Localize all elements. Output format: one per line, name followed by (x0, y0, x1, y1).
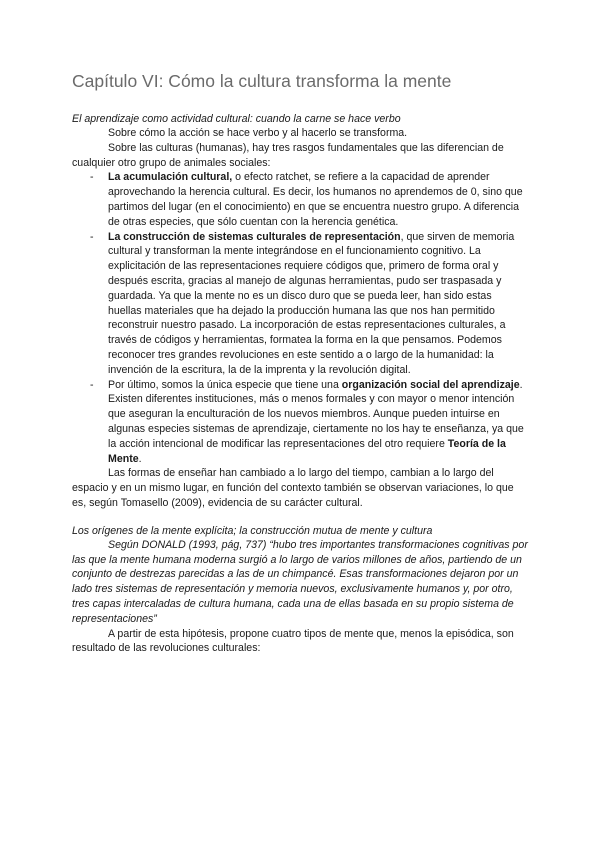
section-heading-origenes: Los orígenes de la mente explícita; la construcción mutua de mente y cultura (72, 524, 433, 537)
bold-term-teoria: Teoría de la Mente (108, 437, 506, 465)
bullet-text: o efecto ratchet, se refiere a la capacidad de aprender aprovechando la herencia cultural. Es decir, los humanos no aprendemos de 0, sino que partimos del lugar (en el conocimiento) en que se encuentra nuestro grupo. A diferencia de otras especies, que sólo cuentan con la herencia genética. (108, 171, 523, 228)
bullet-text-post: . (138, 452, 142, 465)
quote-donald: Según DONALD (1993, pág, 737) “hubo tres importantes transformaciones cognitivas por las que la mente humana moderna surgió a lo largo de varios millones de años, partiendo de un conjunto de destrezas parecidas a las de un chimpancé. Esas transformaciones dejaron por un lado tres sistemas de representación y memoria nuevos, exclusivamente humanos y, por otro, tres capas intercaladas de cultura humana, cada una de ellas basada en su propio sistema de representaciones” (72, 538, 528, 625)
paragraph-formas-ensenar: Las formas de enseñar han cambiado a lo largo del tiempo, cambian a lo largo del espacio y en un mismo lugar, en función del contexto también se observan variaciones, lo que es, según Tomasello (2009), evidencia de su carácter cultural. (72, 467, 514, 509)
bullet-marker: - (90, 171, 94, 184)
paragraph-rasgos: Sobre las culturas (humanas), hay tres rasgos fundamentales que las diferencian de cualquier otro grupo de animales sociales: (72, 141, 504, 169)
rasgos-list (72, 170, 528, 466)
bullet-text: . Existen diferentes instituciones, más o menos formales y con mayor o menor intención que aseguran la enculturación de los nuevos miembros. Aunque pueden intuirse en algunas especies sistemas de aprendizaje, ciertamente no los hay te enseñanza, ya que la acción intencional de modificar las representaciones del otro requiere (108, 378, 524, 450)
bold-term: organización social del aprendizaje (341, 378, 520, 391)
paragraph-hipotesis: A partir de esta hipótesis, propone cuatro tipos de mente que, menos la episódica, son resultado de las revoluciones culturales: (72, 627, 514, 655)
list-item (72, 230, 528, 378)
section-spacer (72, 511, 528, 524)
section-heading-aprendizaje: El aprendizaje como actividad cultural: cuando la carne se hace verbo (72, 113, 401, 125)
bold-term: La construcción de sistemas culturales de representación (108, 230, 401, 243)
paragraph-intro: Sobre cómo la acción se hace verbo y al hacerlo se transforma. (108, 127, 408, 139)
bold-term: La acumulación cultural, (108, 171, 233, 184)
page-title: Capítulo VI: Cómo la cultura transforma la mente (72, 71, 452, 91)
bullet-marker: - (90, 378, 94, 391)
bullet-marker: - (90, 230, 94, 243)
list-item (72, 378, 528, 467)
bullet-text-pre: Por último, somos la única especie que tiene una (108, 378, 342, 391)
bullet-text: , que sirven de memoria cultural y transforman la mente integrándose en el funcionamiento cognitivo. La explicitación de las representaciones requiere códigos que, primero de forma oral y después escrita, gracias al manejo de algunas herramientas, pudo ser traspasada y guardada. Ya que la mente no es un disco duro que se pueda leer, han sido estas huellas materiales que ha dejado la producción humana las que nos han permitido reconstruir nuestro pasado. La incorporación de estas representaciones culturales, a través de códigos y herramientas, formatea la forma en la que pensamos. Podemos reconocer tres grandes revoluciones en este sentido a o largo de la humanidad: la invención de la escritura, la de la imprenta y la revolución digital. (108, 230, 515, 376)
list-item (72, 170, 528, 229)
